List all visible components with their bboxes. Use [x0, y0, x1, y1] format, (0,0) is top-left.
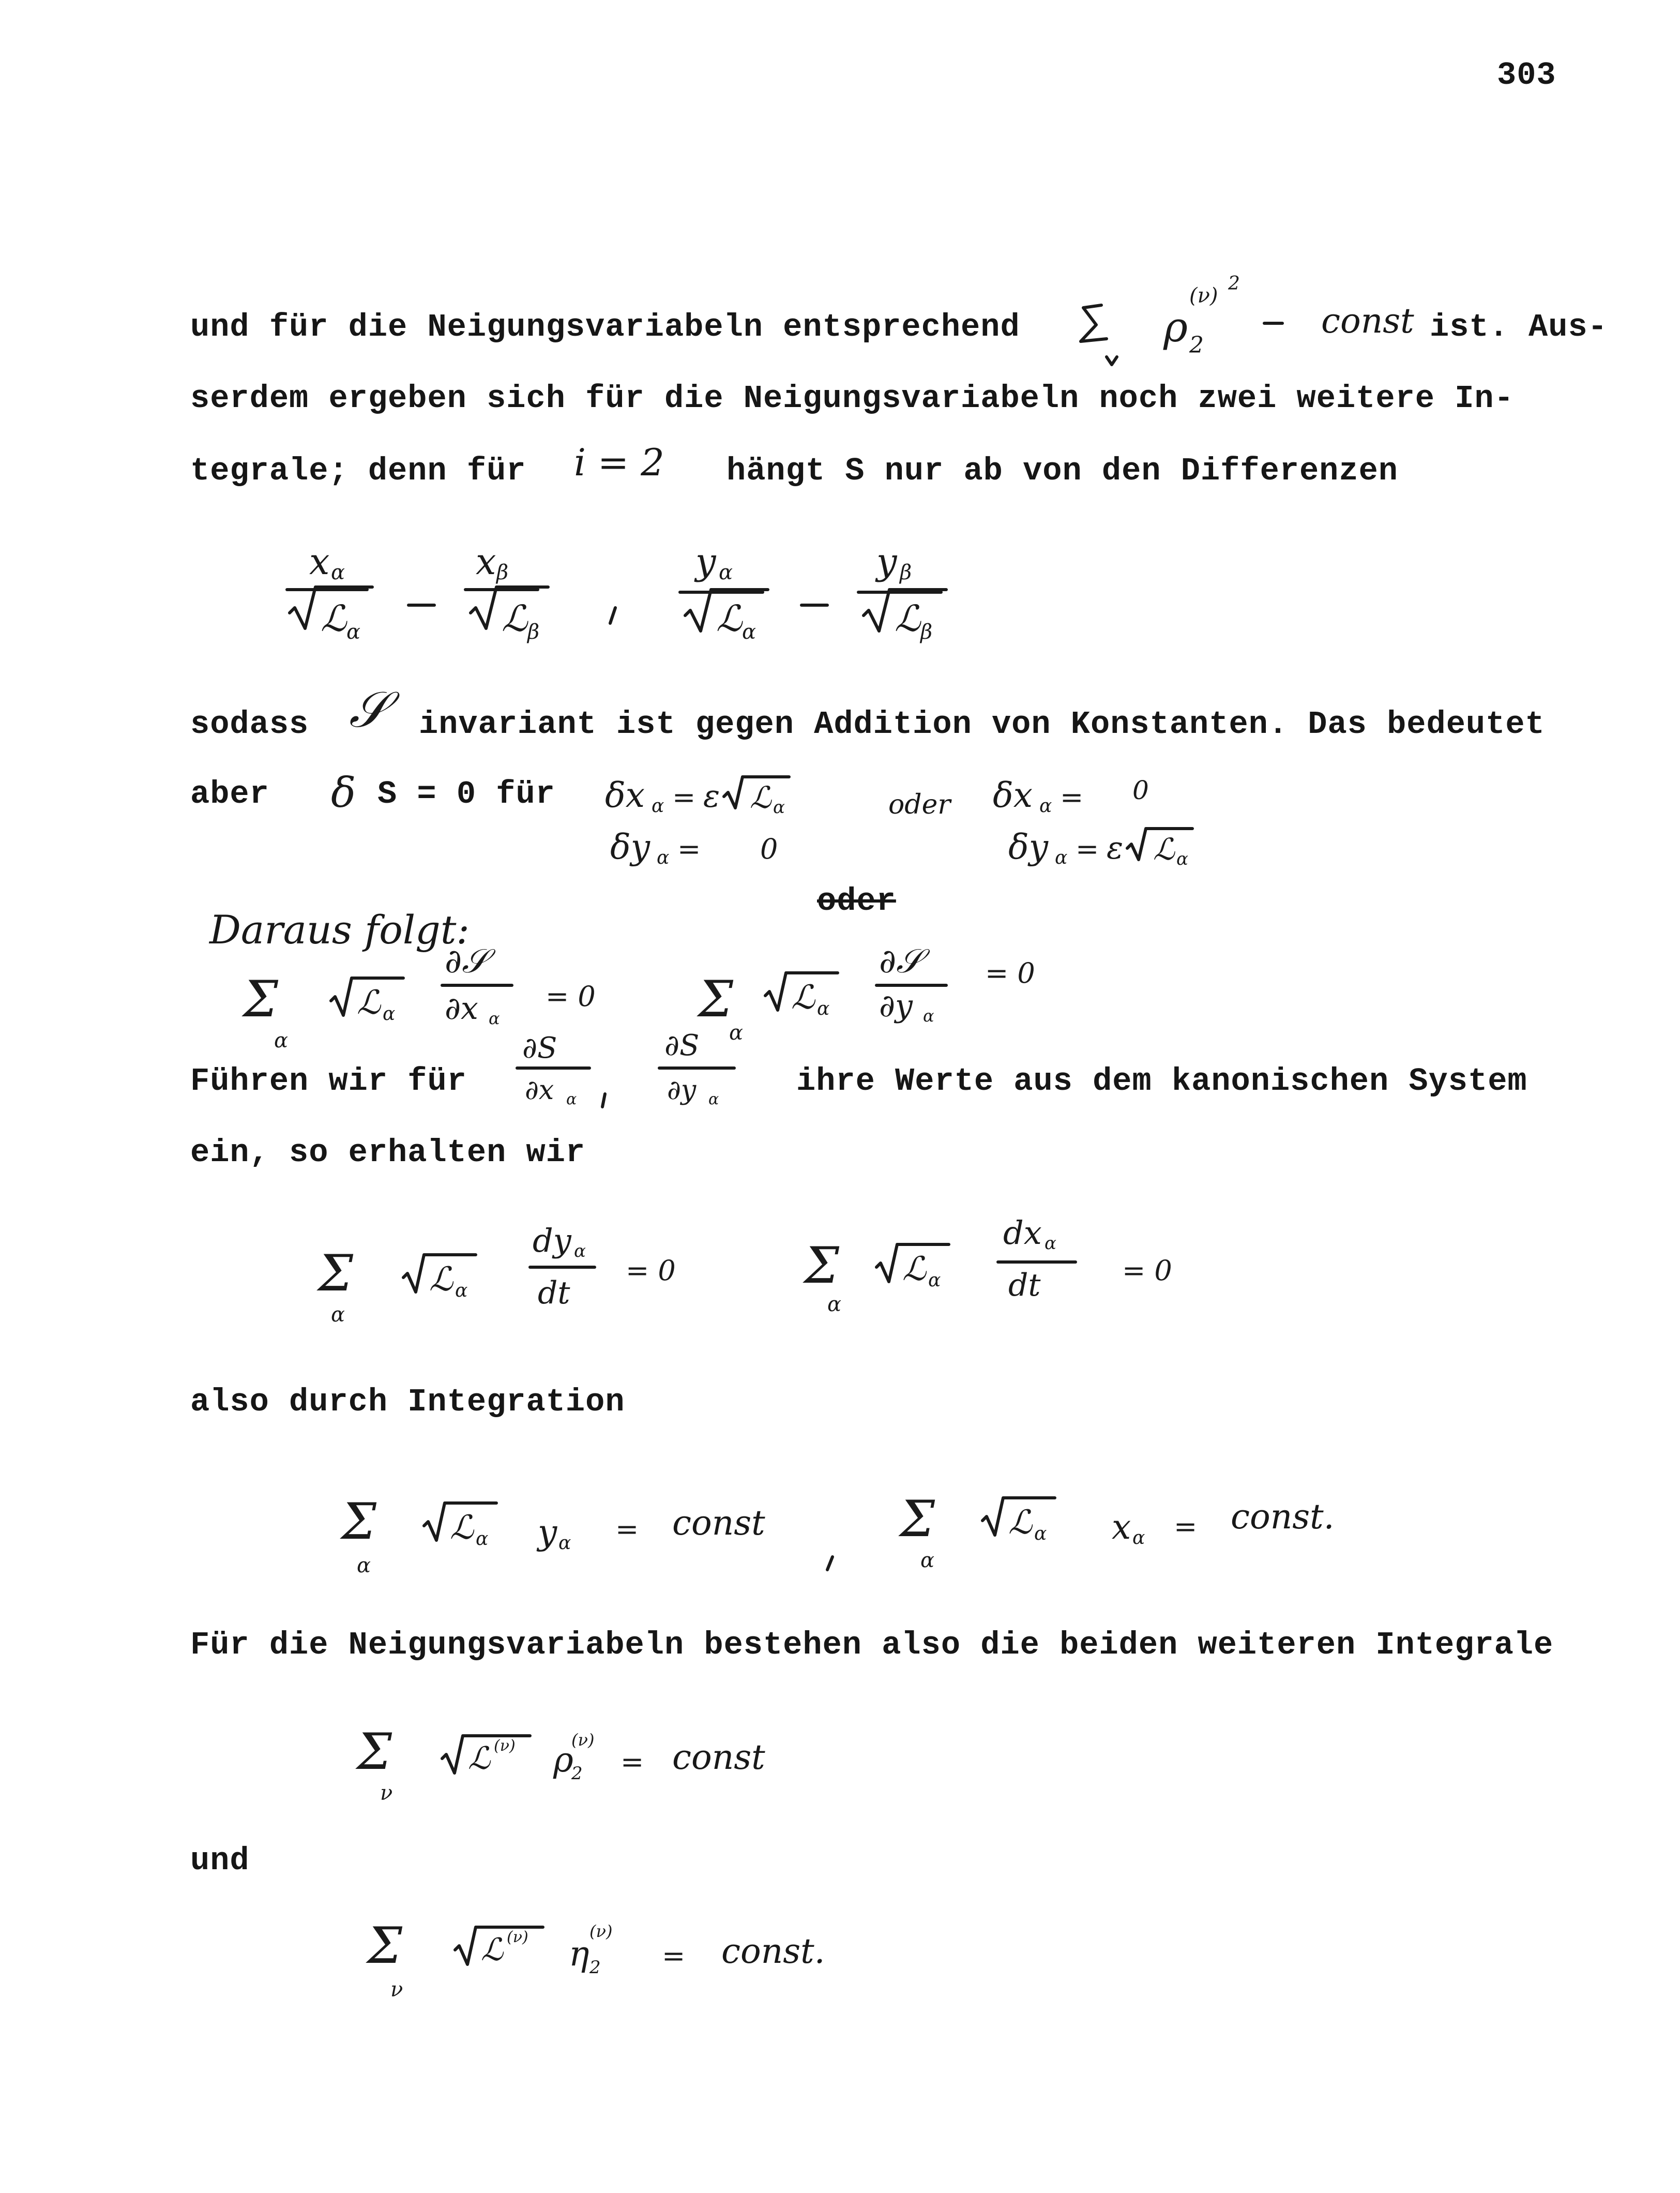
svg-text:ℒ: ℒ	[716, 597, 743, 640]
svg-text:α: α	[331, 561, 345, 584]
svg-text:ℒ: ℒ	[502, 597, 528, 640]
svg-text:ρ: ρ	[553, 1740, 573, 1780]
svg-text:ℒ: ℒ	[1153, 832, 1175, 867]
svg-text:α: α	[489, 1009, 500, 1028]
svg-text:β: β	[527, 620, 540, 644]
svg-text:0: 0	[1132, 775, 1149, 805]
script-s-symbol: 𝒮	[349, 681, 388, 739]
text-line-4b: invariant ist gegen Addition von Konstanten. Das bedeutet	[419, 706, 1545, 743]
svg-text:ℒ: ℒ	[357, 984, 381, 1022]
svg-text:Σ: Σ	[804, 1237, 839, 1295]
svg-text:2: 2	[1228, 273, 1240, 294]
text-line-5b: S = 0 für	[377, 776, 555, 813]
text-line-10: und	[190, 1842, 250, 1879]
svg-text:∂𝒮: ∂𝒮	[879, 942, 922, 981]
text-line-8: also durch Integration	[190, 1384, 625, 1420]
svg-text:α: α	[1132, 1527, 1145, 1549]
formula-partials-inline	[517, 1029, 734, 1108]
svg-text:∂S: ∂S	[664, 1029, 700, 1062]
svg-text:α: α	[383, 1003, 396, 1025]
delta-symbol: δ	[331, 769, 356, 817]
svg-text:y: y	[538, 1512, 557, 1552]
svg-text:α: α	[331, 1303, 345, 1327]
svg-text:0: 0	[760, 833, 778, 865]
svg-text:ℒ: ℒ	[791, 979, 815, 1017]
handwritten-const-2: const	[672, 1503, 765, 1543]
svg-text:δy: δy	[610, 827, 650, 867]
svg-text:dy: dy	[533, 1222, 571, 1259]
svg-text:α: α	[719, 561, 733, 584]
text-line-9: Für die Neigungsvariabeln bestehen also die beiden weiteren Integrale	[190, 1627, 1554, 1663]
formula-integral-eta	[366, 1917, 685, 2002]
svg-text:= 0: = 0	[985, 957, 1035, 989]
svg-text:α: α	[657, 847, 670, 868]
svg-text:α: α	[1055, 847, 1068, 868]
svg-text:x: x	[309, 540, 330, 583]
svg-text:=: =	[662, 1940, 686, 1972]
svg-text:∂x: ∂x	[525, 1075, 554, 1106]
svg-text:=: =	[615, 1513, 639, 1545]
svg-text:β: β	[920, 620, 933, 644]
formula-sum-rho-squared	[1081, 273, 1282, 365]
svg-text:ℒ: ℒ	[450, 1509, 474, 1547]
svg-text:x: x	[476, 540, 496, 583]
svg-text:∂𝒮: ∂𝒮	[445, 942, 488, 981]
svg-text:α: α	[923, 1006, 934, 1026]
text-line-2: serdem ergeben sich für die Neigungsvariabeln noch zwei weitere In-	[190, 380, 1514, 417]
svg-text:α: α	[476, 1528, 489, 1550]
svg-text:α: α	[1039, 795, 1052, 817]
svg-text:ℒ: ℒ	[429, 1260, 453, 1299]
svg-text:= 0: = 0	[626, 1254, 676, 1287]
svg-text:ε: ε	[1107, 830, 1124, 866]
svg-text:∂y: ∂y	[667, 1075, 697, 1106]
svg-text:ℒ: ℒ	[468, 1740, 491, 1777]
svg-text:α: α	[1034, 1523, 1047, 1544]
svg-text:δx: δx	[993, 775, 1033, 815]
svg-text:ℒ: ℒ	[902, 1250, 927, 1288]
svg-text:ℒ: ℒ	[481, 1932, 504, 1968]
svg-text:β: β	[900, 561, 912, 584]
svg-text:= 0: = 0	[546, 980, 596, 1013]
svg-text:δy: δy	[1008, 827, 1049, 867]
handwritten-i-equals-2: i = 2	[574, 441, 664, 484]
text-line-1b: ist. Aus-	[1430, 309, 1608, 346]
svg-text:ℒ: ℒ	[321, 597, 347, 640]
svg-text:α: α	[817, 998, 830, 1019]
svg-text:α: α	[455, 1280, 468, 1301]
svg-text:dx: dx	[1003, 1214, 1042, 1252]
svg-text:α: α	[920, 1549, 935, 1572]
svg-text:=: =	[1174, 1510, 1198, 1543]
handwritten-const-5: const.	[721, 1931, 825, 1971]
svg-text:2: 2	[589, 1957, 601, 1978]
svg-text:η: η	[569, 1934, 589, 1974]
svg-text:α: α	[729, 1021, 744, 1045]
formula-equations-of-motion	[316, 1214, 1172, 1327]
svg-text:dt: dt	[538, 1275, 570, 1311]
svg-text:=: =	[620, 1746, 644, 1778]
svg-text:dt: dt	[1008, 1267, 1041, 1303]
svg-text:α: α	[827, 1293, 842, 1316]
handwritten-daraus-folgt: Daraus folgt:	[209, 907, 470, 953]
svg-text:α: α	[708, 1090, 719, 1108]
svg-text:Σ: Σ	[357, 1723, 392, 1781]
svg-text:2: 2	[1189, 332, 1204, 358]
svg-text:(ν): (ν)	[589, 1921, 613, 1941]
svg-text:Σ: Σ	[900, 1490, 935, 1548]
text-line-6a: Führen wir für	[190, 1063, 467, 1100]
svg-text:=: =	[1076, 833, 1099, 865]
svg-text:δx: δx	[605, 775, 645, 815]
text-line-7: ein, so erhalten wir	[190, 1134, 586, 1171]
svg-text:α: α	[357, 1554, 371, 1578]
handwritten-const-1: const	[1321, 301, 1414, 341]
svg-text:2: 2	[571, 1763, 583, 1784]
svg-text:=: =	[677, 833, 701, 865]
text-line-4a: sodass	[190, 706, 309, 743]
svg-text:Σ: Σ	[367, 1917, 402, 1975]
svg-text:α: α	[1176, 849, 1188, 869]
svg-text:∂x: ∂x	[445, 990, 478, 1027]
svg-text:α: α	[652, 795, 664, 817]
formula-derivative-conditions	[241, 942, 1035, 1053]
svg-text:α: α	[566, 1090, 577, 1108]
text-line-3a: tegrale; denn für	[190, 453, 526, 489]
svg-text:y: y	[695, 540, 716, 583]
formula-differences	[287, 540, 946, 644]
svg-text:α: α	[928, 1270, 941, 1291]
svg-text:α: α	[574, 1241, 586, 1261]
svg-text:α: α	[346, 620, 361, 644]
svg-text:Σ: Σ	[698, 970, 733, 1028]
formula-integrals-xy	[340, 1490, 1197, 1578]
svg-text:(ν): (ν)	[507, 1928, 528, 1946]
text-line-1a: und für die Neigungsvariabeln entsprechend	[190, 309, 1020, 346]
svg-text:=: =	[672, 781, 696, 814]
page-number: 303	[1497, 57, 1556, 94]
svg-text:ℒ: ℒ	[750, 780, 771, 815]
svg-text:α: α	[558, 1533, 571, 1554]
svg-text:ℒ: ℒ	[1008, 1504, 1033, 1542]
svg-text:y: y	[876, 540, 897, 583]
handwritten-const-3: const.	[1231, 1497, 1335, 1537]
handwritten-const-4: const	[672, 1737, 765, 1777]
svg-text:(ν): (ν)	[1189, 284, 1218, 308]
svg-text:(ν): (ν)	[494, 1737, 516, 1755]
svg-text:β: β	[496, 561, 509, 584]
svg-text:α: α	[773, 797, 785, 818]
svg-text:α: α	[742, 620, 756, 644]
svg-text:∂y: ∂y	[879, 988, 913, 1024]
svg-text:Σ: Σ	[243, 970, 278, 1028]
handwritten-oder: oder	[888, 789, 951, 820]
svg-text:x: x	[1112, 1507, 1131, 1547]
text-line-6b: ihre Werte aus dem kanonischen System	[796, 1063, 1527, 1100]
svg-text:Σ: Σ	[318, 1244, 353, 1302]
svg-text:= 0: = 0	[1122, 1254, 1172, 1287]
svg-text:ℒ: ℒ	[895, 597, 921, 640]
svg-text:ρ: ρ	[1163, 303, 1188, 351]
svg-text:ν: ν	[390, 1978, 403, 2002]
text-line-5a: aber	[190, 776, 269, 813]
svg-text:=: =	[1060, 781, 1084, 814]
svg-text:ν: ν	[380, 1781, 393, 1805]
svg-text:ε: ε	[703, 778, 720, 815]
svg-text:∂S: ∂S	[522, 1031, 557, 1065]
struck-oder: oder	[817, 883, 896, 920]
svg-text:Σ: Σ	[341, 1493, 376, 1551]
text-line-3b: hängt S nur ab von den Differenzen	[727, 453, 1399, 489]
formula-integral-rho	[355, 1723, 644, 1805]
svg-text:α: α	[274, 1029, 289, 1053]
svg-text:(ν): (ν)	[571, 1730, 595, 1750]
svg-text:α: α	[1045, 1233, 1056, 1254]
